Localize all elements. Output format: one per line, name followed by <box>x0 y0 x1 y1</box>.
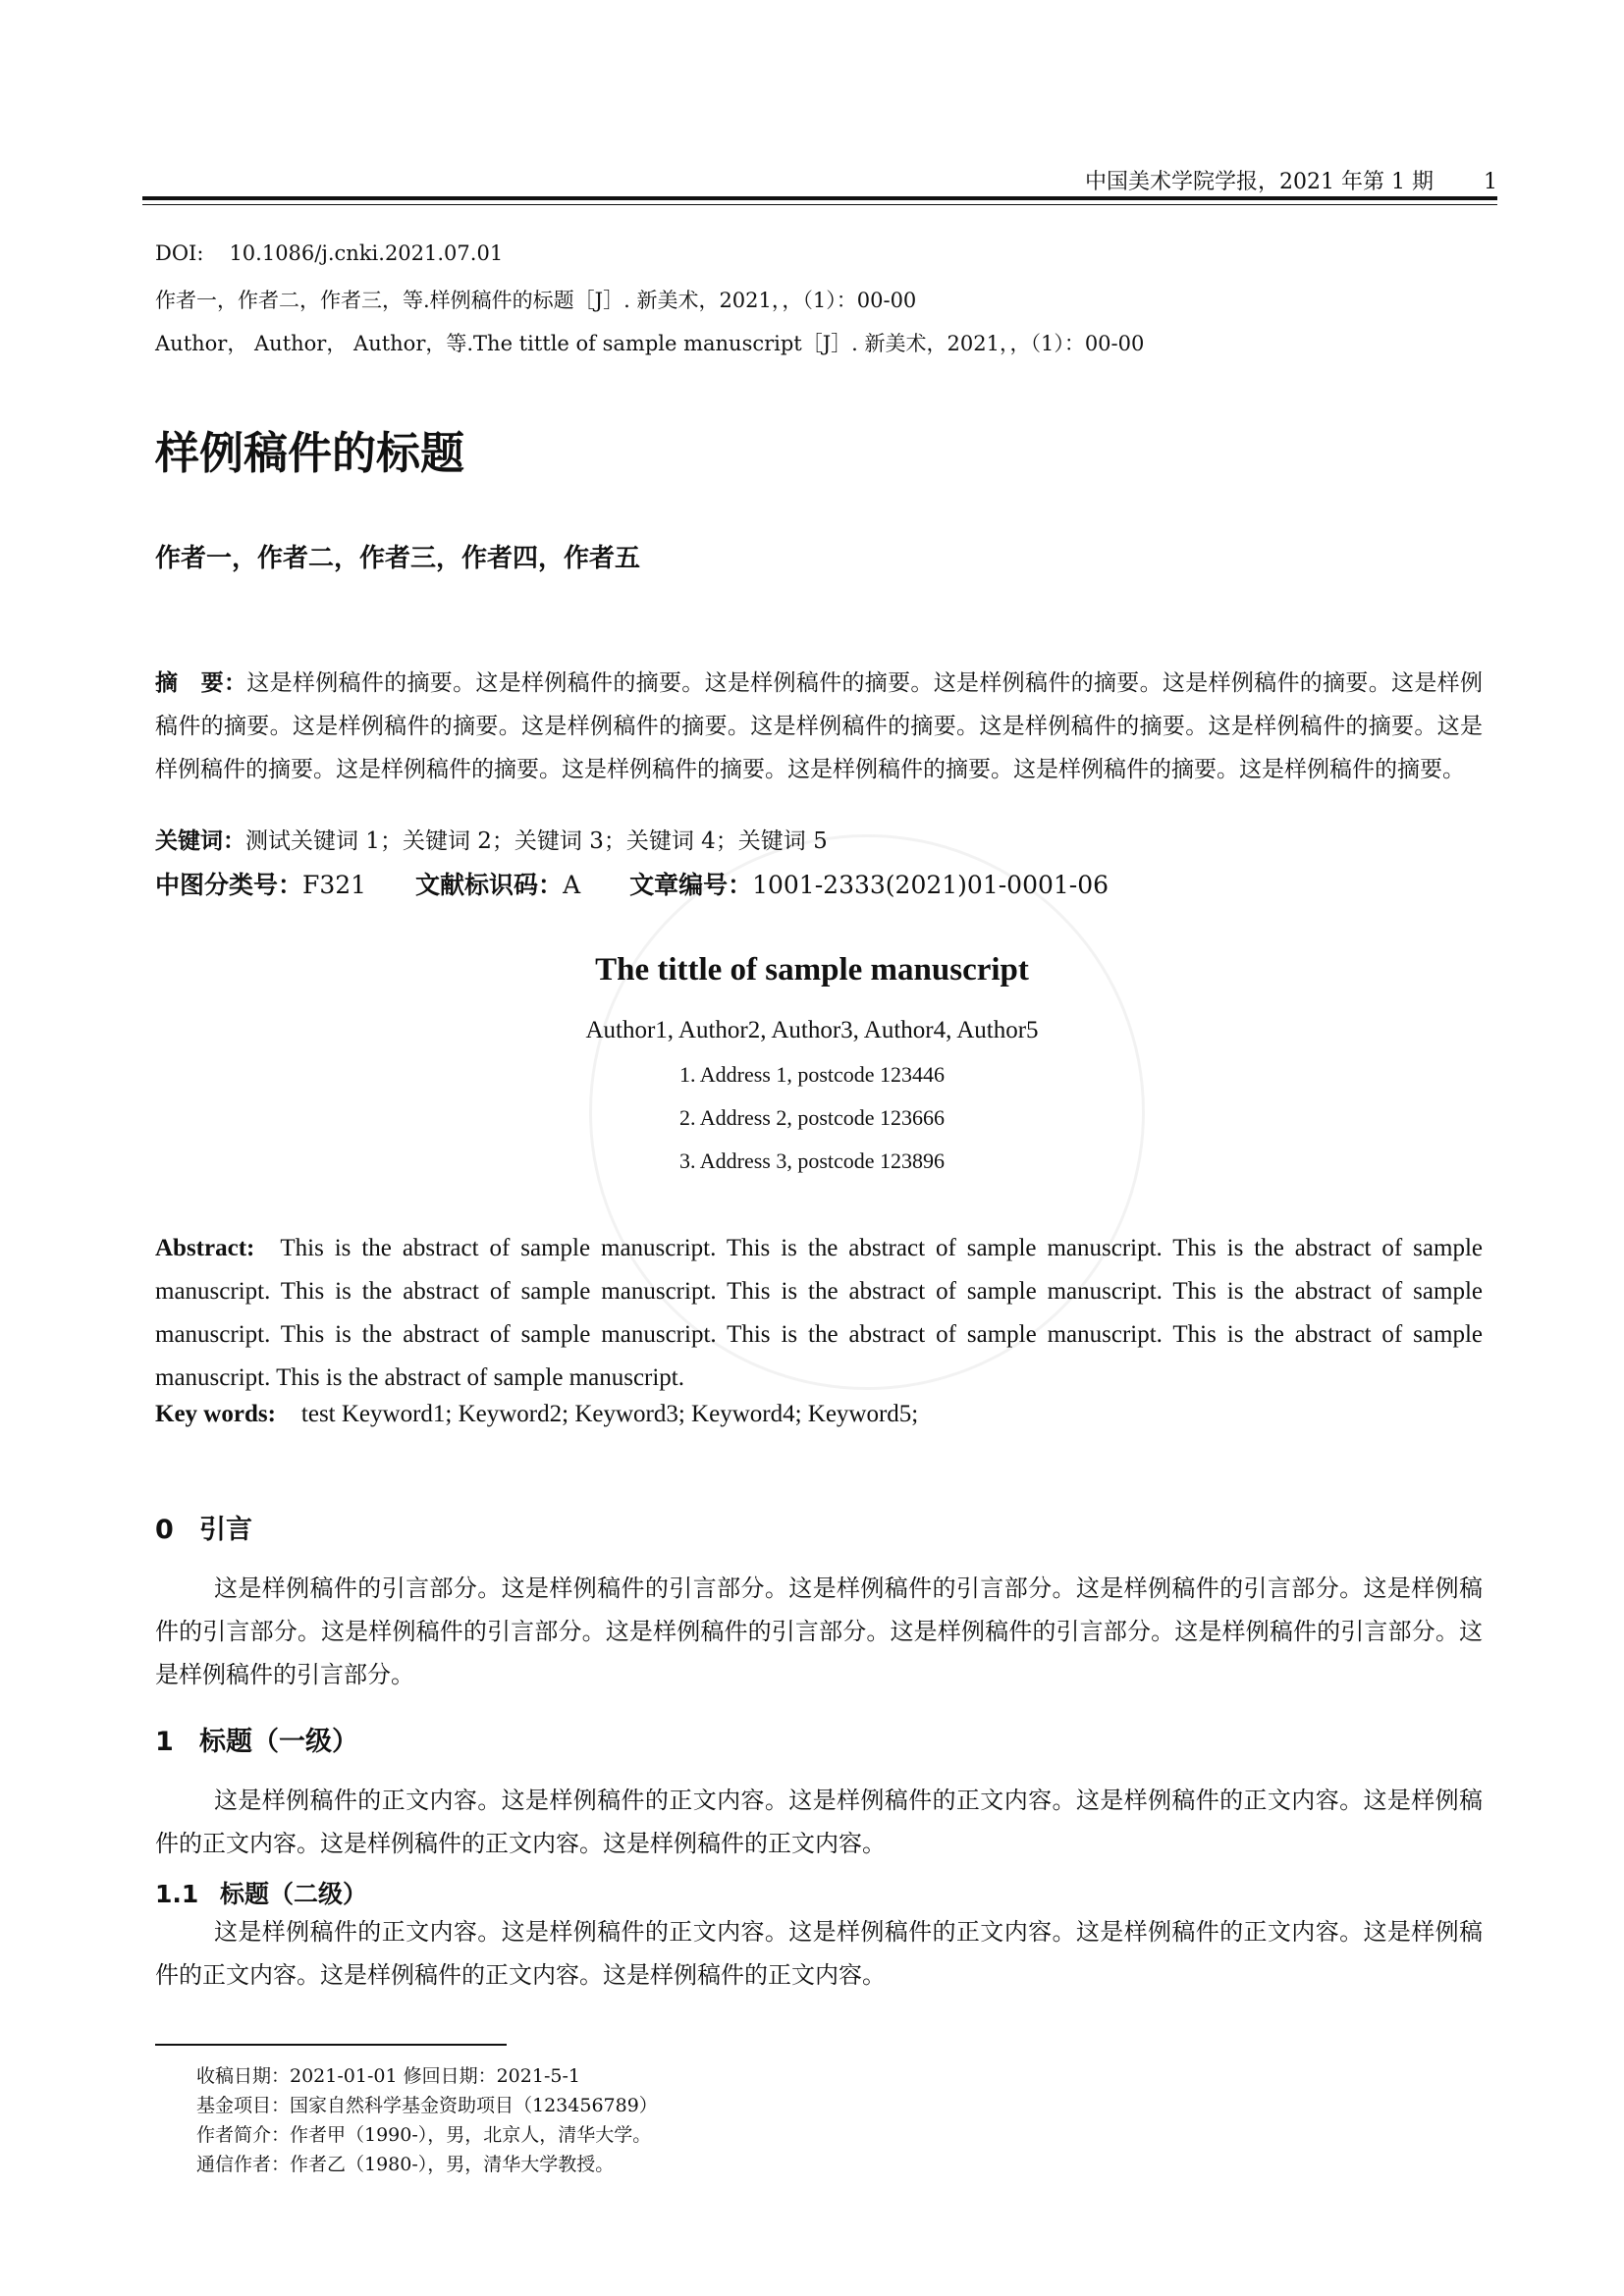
doi-label: DOI: <box>155 241 204 265</box>
subsection-number: 1.1 <box>155 1880 199 1908</box>
section-title: 引言 <box>199 1515 252 1545</box>
cn-keywords-text: 测试关键词 1；关键词 2；关键词 3；关键词 4；关键词 5 <box>245 828 828 854</box>
footnote: 基金项目：国家自然科学基金资助项目（123456789） <box>196 2095 658 2116</box>
subsection-heading <box>155 1875 367 1910</box>
subsection-body: 这是样例稿件的正文内容。这是样例稿件的正文内容。这是样例稿件的正文内容。这是样例稿件的正文内容。这是样例稿件的正文内容。这是样例稿件的正文内容。这是样例稿件的正文内容。 <box>155 1918 1483 1989</box>
address-line: 1. Address 1, postcode 123446 <box>678 1062 946 1087</box>
footnote: 收稿日期：2021-01-01 修回日期：2021-5-1 <box>196 2065 580 2087</box>
section-body: 这是样例稿件的引言部分。这是样例稿件的引言部分。这是样例稿件的引言部分。这是样例稿件的引言部分。这是样例稿件的引言部分。这是样例稿件的引言部分。这是样例稿件的引言部分。这是样例稿件的引言部分。这是样例稿件的引言部分。这是样例稿件的引言部分。 <box>155 1575 1483 1688</box>
cn-authors: 作者一，作者二，作者三，作者四，作者五 <box>155 544 641 573</box>
classification-line <box>155 866 1150 901</box>
section-title: 标题（一级） <box>199 1727 358 1757</box>
section-heading <box>155 1508 252 1546</box>
cn-keywords-label: 关键词： <box>155 828 245 854</box>
en-abstract-text: This is the abstract of sample manuscript. This is the abstract of sample manuscript. This is the abstract of sample manuscript. This is the abstract of sample manuscript. This is the abstract of sample manuscript. This is the abstract of sample manuscript. This is the abstract of sample manuscript. This is the abstract of sample manuscript. This is the abstract of sample manuscript. This is the abstract of sample manuscript. <box>155 1235 1483 1391</box>
journal-issue: 中国美术学院学报，2021 年第 1 期 <box>1085 170 1434 194</box>
running-header <box>142 165 1497 195</box>
address-line: 2. Address 2, postcode 123666 <box>678 1105 946 1130</box>
cn-abstract-label: 摘 要： <box>155 670 247 696</box>
footnote: 通信作者：作者乙（1980-），男，清华大学教授。 <box>196 2154 615 2175</box>
subsection-title: 标题（二级） <box>220 1880 368 1908</box>
article-no-value: 1001-2333(2021)01-0001-06 <box>752 871 1110 899</box>
section-number: 0 <box>155 1515 174 1545</box>
en-citation: Author， Author， Author，等.The tittle of sample manuscript［J］. 新美术，2021，，（1）：00-00 <box>155 332 1145 355</box>
doi-line <box>155 241 503 265</box>
clc-label: 中图分类号： <box>155 871 303 899</box>
cn-citation: 作者一，作者二，作者三，等.样例稿件的标题［J］. 新美术，2021，，（1）：00-00 <box>155 289 917 312</box>
en-title: The tittle of sample manuscript <box>595 952 1029 988</box>
doc-code-value: A <box>563 871 581 899</box>
en-abstract <box>155 1227 1483 1400</box>
cn-abstract <box>155 662 1483 791</box>
section-number: 1 <box>155 1727 174 1757</box>
doc-code-label: 文献标识码： <box>415 871 564 899</box>
article-no-label: 文章编号： <box>629 871 753 899</box>
doi-value[interactable]: 10.1086/j.cnki.2021.07.01 <box>229 241 504 265</box>
footnote-rule <box>155 2044 507 2046</box>
en-keywords-text: test Keyword1; Keyword2; Keyword3; Keyword4; Keyword5; <box>300 1401 919 1427</box>
page-number: 1 <box>1484 170 1497 194</box>
header-rule-thick <box>142 196 1497 200</box>
en-abstract-label: Abstract: <box>155 1235 255 1261</box>
cn-title: 样例稿件的标题 <box>155 427 465 479</box>
cn-keywords <box>155 823 1483 855</box>
footnote: 作者简介：作者甲（1990-），男，北京人，清华大学。 <box>196 2124 652 2146</box>
en-keywords-label: Key words: <box>155 1401 276 1427</box>
en-keywords <box>155 1401 1483 1428</box>
en-authors: Author1, Author2, Author3, Author4, Author5 <box>585 1017 1039 1043</box>
clc-value: F321 <box>302 871 367 899</box>
section-body: 这是样例稿件的正文内容。这是样例稿件的正文内容。这是样例稿件的正文内容。这是样例稿件的正文内容。这是样例稿件的正文内容。这是样例稿件的正文内容。这是样例稿件的正文内容。 <box>155 1787 1483 1857</box>
cn-abstract-text: 这是样例稿件的摘要。这是样例稿件的摘要。这是样例稿件的摘要。这是样例稿件的摘要。这是样例稿件的摘要。这是样例稿件的摘要。这是样例稿件的摘要。这是样例稿件的摘要。这是样例稿件的摘要。这是样例稿件的摘要。这是样例稿件的摘要。这是样例稿件的摘要。这是样例稿件的摘要。这是样例稿件的摘要。这是样例稿件的摘要。这是样例稿件的摘要。这是样例稿件的摘要。 <box>155 670 1484 782</box>
section-heading <box>155 1720 358 1758</box>
address-line: 3. Address 3, postcode 123896 <box>678 1148 946 1173</box>
header-rule-thin <box>142 204 1497 205</box>
